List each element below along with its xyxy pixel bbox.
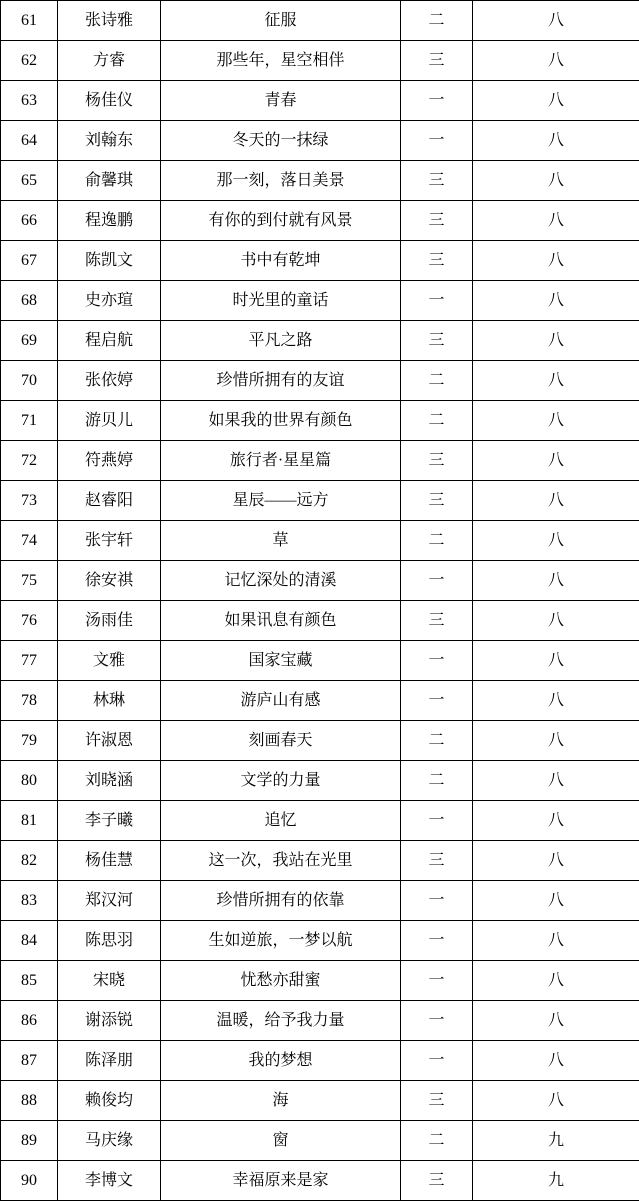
table-body [1, 1, 639, 1201]
table-row [1, 1001, 639, 1041]
cell-number: 79 [1, 721, 58, 761]
cell-title: 珍惜所拥有的友谊 [161, 361, 401, 401]
cell-title: 冬天的一抹绿 [161, 121, 401, 161]
cell-grade: 二 [401, 1121, 473, 1161]
cell-number: 61 [1, 1, 58, 41]
cell-name: 李博文 [58, 1161, 161, 1201]
cell-grade: 三 [401, 1161, 473, 1201]
table-row [1, 81, 639, 121]
cell-group: 八 [473, 281, 639, 321]
cell-group: 八 [473, 441, 639, 481]
table-row [1, 281, 639, 321]
cell-grade: 一 [401, 561, 473, 601]
table-row [1, 201, 639, 241]
cell-number: 70 [1, 361, 58, 401]
cell-name: 程逸鹏 [58, 201, 161, 241]
cell-name: 文雅 [58, 641, 161, 681]
cell-group: 八 [473, 161, 639, 201]
cell-number: 81 [1, 801, 58, 841]
cell-name: 陈凯文 [58, 241, 161, 281]
cell-group: 八 [473, 761, 639, 801]
cell-group: 八 [473, 921, 639, 961]
cell-group: 八 [473, 521, 639, 561]
cell-group: 八 [473, 601, 639, 641]
cell-title: 征服 [161, 1, 401, 41]
table-row [1, 641, 639, 681]
cell-grade: 一 [401, 801, 473, 841]
cell-title: 那一刻，落日美景 [161, 161, 401, 201]
cell-name: 杨佳慧 [58, 841, 161, 881]
cell-title: 旅行者·星星篇 [161, 441, 401, 481]
cell-number: 78 [1, 681, 58, 721]
cell-group: 八 [473, 241, 639, 281]
cell-group: 八 [473, 201, 639, 241]
cell-number: 83 [1, 881, 58, 921]
cell-name: 刘翰东 [58, 121, 161, 161]
cell-group: 八 [473, 401, 639, 441]
table-row [1, 1081, 639, 1121]
cell-number: 62 [1, 41, 58, 81]
cell-name: 宋晓 [58, 961, 161, 1001]
cell-name: 张宇轩 [58, 521, 161, 561]
table-row [1, 321, 639, 361]
cell-grade: 一 [401, 641, 473, 681]
cell-title: 温暖，给予我力量 [161, 1001, 401, 1041]
cell-grade: 二 [401, 521, 473, 561]
cell-name: 程启航 [58, 321, 161, 361]
cell-number: 77 [1, 641, 58, 681]
cell-group: 八 [473, 1081, 639, 1121]
cell-group: 八 [473, 641, 639, 681]
cell-name: 赵睿阳 [58, 481, 161, 521]
cell-grade: 一 [401, 1041, 473, 1081]
cell-number: 86 [1, 1001, 58, 1041]
table-row [1, 1, 639, 41]
cell-number: 63 [1, 81, 58, 121]
cell-number: 84 [1, 921, 58, 961]
cell-grade: 三 [401, 161, 473, 201]
cell-number: 90 [1, 1161, 58, 1201]
cell-number: 73 [1, 481, 58, 521]
cell-number: 65 [1, 161, 58, 201]
cell-grade: 一 [401, 281, 473, 321]
cell-title: 海 [161, 1081, 401, 1121]
table-row [1, 801, 639, 841]
cell-name: 史亦瑄 [58, 281, 161, 321]
cell-title: 游庐山有感 [161, 681, 401, 721]
cell-number: 74 [1, 521, 58, 561]
table-row [1, 561, 639, 601]
cell-grade: 二 [401, 761, 473, 801]
cell-title: 那些年，星空相伴 [161, 41, 401, 81]
cell-group: 八 [473, 321, 639, 361]
cell-group: 八 [473, 1, 639, 41]
cell-title: 如果讯息有颜色 [161, 601, 401, 641]
cell-number: 85 [1, 961, 58, 1001]
table-row [1, 721, 639, 761]
cell-title: 窗 [161, 1121, 401, 1161]
cell-number: 71 [1, 401, 58, 441]
cell-group: 八 [473, 121, 639, 161]
cell-group: 八 [473, 481, 639, 521]
table-row [1, 161, 639, 201]
cell-grade: 二 [401, 361, 473, 401]
cell-number: 67 [1, 241, 58, 281]
table-row [1, 681, 639, 721]
cell-number: 76 [1, 601, 58, 641]
cell-name: 方睿 [58, 41, 161, 81]
cell-number: 89 [1, 1121, 58, 1161]
cell-grade: 一 [401, 921, 473, 961]
cell-grade: 三 [401, 321, 473, 361]
cell-title: 时光里的童话 [161, 281, 401, 321]
cell-grade: 一 [401, 121, 473, 161]
cell-group: 八 [473, 961, 639, 1001]
cell-grade: 一 [401, 1001, 473, 1041]
cell-grade: 三 [401, 241, 473, 281]
cell-name: 刘晓涵 [58, 761, 161, 801]
cell-group: 九 [473, 1121, 639, 1161]
cell-group: 八 [473, 1001, 639, 1041]
table-row [1, 361, 639, 401]
cell-group: 八 [473, 41, 639, 81]
table-row [1, 401, 639, 441]
cell-group: 八 [473, 801, 639, 841]
cell-number: 68 [1, 281, 58, 321]
cell-title: 追忆 [161, 801, 401, 841]
cell-title: 如果我的世界有颜色 [161, 401, 401, 441]
cell-grade: 三 [401, 441, 473, 481]
cell-name: 张依婷 [58, 361, 161, 401]
cell-group: 八 [473, 361, 639, 401]
cell-title: 草 [161, 521, 401, 561]
table-row [1, 841, 639, 881]
cell-name: 马庆缘 [58, 1121, 161, 1161]
cell-name: 郑汉河 [58, 881, 161, 921]
table-row [1, 1121, 639, 1161]
table-row [1, 921, 639, 961]
cell-name: 陈泽朋 [58, 1041, 161, 1081]
cell-name: 徐安祺 [58, 561, 161, 601]
cell-grade: 三 [401, 841, 473, 881]
cell-group: 八 [473, 1041, 639, 1081]
cell-number: 80 [1, 761, 58, 801]
table-row [1, 521, 639, 561]
cell-name: 林琳 [58, 681, 161, 721]
cell-group: 八 [473, 841, 639, 881]
cell-title: 平凡之路 [161, 321, 401, 361]
cell-number: 75 [1, 561, 58, 601]
cell-grade: 一 [401, 81, 473, 121]
cell-name: 俞馨琪 [58, 161, 161, 201]
cell-group: 八 [473, 721, 639, 761]
cell-name: 杨佳仪 [58, 81, 161, 121]
table-row [1, 121, 639, 161]
cell-grade: 一 [401, 681, 473, 721]
cell-name: 谢添锐 [58, 1001, 161, 1041]
cell-title: 记忆深处的清溪 [161, 561, 401, 601]
cell-name: 游贝儿 [58, 401, 161, 441]
cell-name: 李子曦 [58, 801, 161, 841]
cell-group: 九 [473, 1161, 639, 1201]
cell-title: 忧愁亦甜蜜 [161, 961, 401, 1001]
cell-name: 赖俊均 [58, 1081, 161, 1121]
cell-group: 八 [473, 561, 639, 601]
cell-title: 幸福原来是家 [161, 1161, 401, 1201]
cell-grade: 三 [401, 201, 473, 241]
table-row [1, 241, 639, 281]
cell-title: 有你的到付就有风景 [161, 201, 401, 241]
cell-name: 符燕婷 [58, 441, 161, 481]
cell-grade: 三 [401, 41, 473, 81]
cell-group: 八 [473, 881, 639, 921]
table-row [1, 481, 639, 521]
table-row [1, 441, 639, 481]
cell-title: 生如逆旅，一梦以航 [161, 921, 401, 961]
cell-title: 我的梦想 [161, 1041, 401, 1081]
table-row [1, 1041, 639, 1081]
cell-name: 汤雨佳 [58, 601, 161, 641]
cell-grade: 二 [401, 721, 473, 761]
cell-number: 72 [1, 441, 58, 481]
cell-title: 文学的力量 [161, 761, 401, 801]
cell-number: 64 [1, 121, 58, 161]
cell-grade: 一 [401, 881, 473, 921]
cell-title: 国家宝藏 [161, 641, 401, 681]
cell-name: 陈思羽 [58, 921, 161, 961]
cell-title: 刻画春天 [161, 721, 401, 761]
cell-number: 87 [1, 1041, 58, 1081]
cell-title: 这一次，我站在光里 [161, 841, 401, 881]
cell-number: 82 [1, 841, 58, 881]
cell-title: 青春 [161, 81, 401, 121]
cell-group: 八 [473, 81, 639, 121]
cell-name: 许淑恩 [58, 721, 161, 761]
table-row [1, 1161, 639, 1201]
table-row [1, 961, 639, 1001]
cell-number: 88 [1, 1081, 58, 1121]
cell-grade: 二 [401, 401, 473, 441]
cell-title: 星辰——远方 [161, 481, 401, 521]
cell-number: 69 [1, 321, 58, 361]
table-row [1, 761, 639, 801]
cell-grade: 三 [401, 1081, 473, 1121]
cell-grade: 三 [401, 601, 473, 641]
cell-title: 珍惜所拥有的依靠 [161, 881, 401, 921]
cell-group: 八 [473, 681, 639, 721]
cell-title: 书中有乾坤 [161, 241, 401, 281]
cell-number: 66 [1, 201, 58, 241]
cell-grade: 二 [401, 1, 473, 41]
table-row [1, 41, 639, 81]
table-row [1, 881, 639, 921]
table-row [1, 601, 639, 641]
cell-grade: 一 [401, 961, 473, 1001]
cell-name: 张诗雅 [58, 1, 161, 41]
cell-grade: 三 [401, 481, 473, 521]
